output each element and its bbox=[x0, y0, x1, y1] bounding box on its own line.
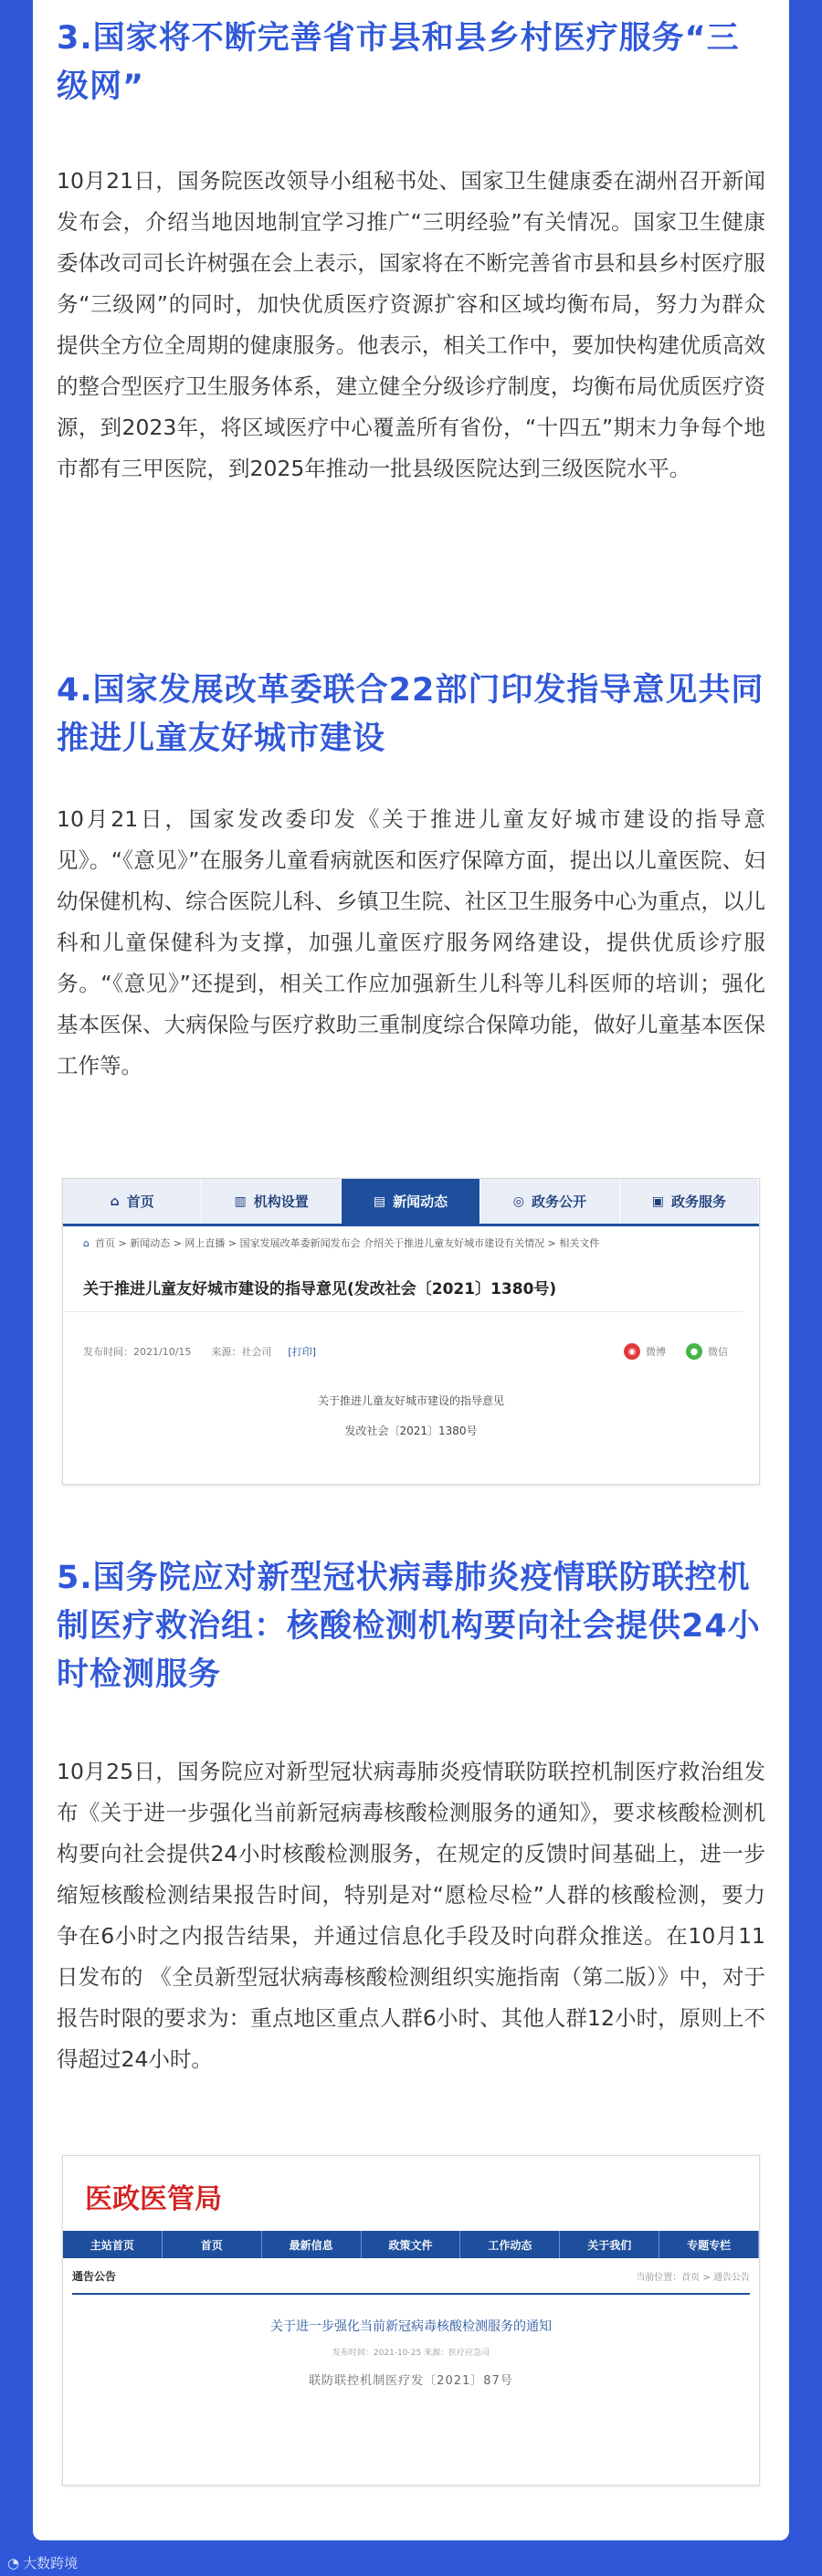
news-icon: ▤ bbox=[373, 1193, 386, 1209]
embedded-screenshot-ndrc bbox=[62, 1178, 760, 1485]
site-brand: 医政医管局 bbox=[85, 2183, 222, 2215]
site-nav bbox=[63, 1179, 759, 1226]
wechat-label[interactable]: 微信 bbox=[708, 1346, 728, 1358]
nav-tab-news[interactable]: ▤ 新闻动态 bbox=[342, 1179, 480, 1224]
nav-item[interactable]: 工作动态 bbox=[460, 2231, 560, 2258]
section-heading: 4.国家发展改革委联合22部门印发指导意见共同推进儿童友好城市建设 bbox=[57, 672, 764, 757]
nav-item[interactable]: 关于我们 bbox=[560, 2231, 659, 2258]
nav-item[interactable]: 最新信息 bbox=[262, 2231, 362, 2258]
nav-item[interactable]: 首页 bbox=[163, 2231, 262, 2258]
weibo-icon[interactable]: ◉ bbox=[624, 1343, 640, 1360]
breadcrumb: ⌂ 首页 > 新闻动态 > 网上直播 > 国家发展改革委新闻发布会 介绍关于推进儿童友好城市建设有关情况 > 相关文件 bbox=[83, 1237, 600, 1249]
section-4 bbox=[57, 667, 765, 763]
doc-number: 发改社会〔2021〕1380号 bbox=[344, 1425, 478, 1437]
section-3-body bbox=[57, 161, 765, 489]
notice-meta: 发布时间：2021-10-25 来源：医疗应急司 bbox=[332, 2349, 490, 2358]
share-bar bbox=[624, 1343, 728, 1360]
section-5-body bbox=[57, 1751, 765, 2080]
section-paragraph: 10月21日，国务院医改领导小组秘书处、国家卫生健康委在湖州召开新闻发布会，介绍当地因地制宜学习推广“三明经验”有关情况。国家卫生健康委体改司司长许树强在会上表示，国家将在不断完善省市县和县乡村医疗服务“三级网”的同时，加快优质医疗资源扩容和区域均衡布局，努力为群众提供全方位全周期的健康服务。他表示，相关工作中，要加快构建优质高效的整合型医疗卫生服务体系，建立健全分级诊疗制度，均衡布局优质医疗资源，到2023年，将区域医疗中心覆盖所有省份，“十四五”期末力争每个地市都有三甲医院，到2025年推动一批县级医院达到三级医院水平。 bbox=[57, 168, 765, 481]
home-icon: ⌂ bbox=[110, 1193, 120, 1209]
section-bar bbox=[72, 2258, 750, 2295]
section-4-body bbox=[57, 799, 765, 1087]
home-icon: ⌂ bbox=[83, 1237, 90, 1249]
section-5 bbox=[57, 1554, 765, 1699]
service-icon: ▣ bbox=[651, 1193, 664, 1209]
doc-source: 来源：社会司 bbox=[211, 1346, 272, 1358]
nav-tab-org[interactable]: ▥ 机构设置 bbox=[202, 1179, 341, 1224]
watermark-text: 大数跨境 bbox=[23, 2555, 79, 2571]
embedded-screenshot-nhc bbox=[62, 2155, 760, 2486]
section-3 bbox=[57, 15, 765, 111]
section-paragraph: 10月21日，国家发改委印发《关于推进儿童友好城市建设的指导意见》。“《意见》”在服务儿童看病就医和医疗保障方面，提出以儿童医院、妇幼保健机构、综合医院儿科、乡镇卫生院、社区卫生服务中心为重点，以儿科和儿童保健科为支撑，加强儿童医疗服务网络建设，提供优质诊疗服务。“《意见》”还提到，相关工作应加强新生儿科等儿科医师的培训；强化基本医保、大病保险与医疗救助三重制度综合保障功能，做好儿童基本医保工作等。 bbox=[57, 806, 765, 1078]
breadcrumb: 当前位置：首页 > 通告公告 bbox=[636, 2272, 750, 2283]
nav-item[interactable]: 主站首页 bbox=[63, 2231, 163, 2258]
nav-tab-service[interactable]: ▣ 政务服务 bbox=[620, 1179, 759, 1224]
section-heading: 3.国家将不断完善省市县和县乡村医疗服务“三级网” bbox=[57, 20, 740, 105]
watermark-logo-icon: ◔ bbox=[7, 2554, 20, 2571]
weibo-label[interactable]: 微博 bbox=[646, 1346, 666, 1358]
nav-item[interactable]: 政策文件 bbox=[362, 2231, 461, 2258]
nav-tab-home[interactable]: ⌂ 首页 bbox=[63, 1179, 202, 1224]
wechat-icon[interactable]: ● bbox=[686, 1343, 702, 1360]
watermark bbox=[7, 2553, 78, 2572]
notice-number: 联防联控机制医疗发〔2021〕87号 bbox=[309, 2374, 513, 2388]
section-label: 通告公告 bbox=[72, 2269, 117, 2283]
nav-tab-public[interactable]: ◎ 政务公开 bbox=[480, 1179, 619, 1224]
globe-icon: ◎ bbox=[512, 1193, 525, 1209]
doc-subtitle: 关于推进儿童友好城市建设的指导意见 bbox=[317, 1394, 504, 1407]
article-card bbox=[33, 0, 789, 2540]
notice-title: 关于进一步强化当前新冠病毒核酸检测服务的通知 bbox=[270, 2319, 552, 2334]
building-icon: ▥ bbox=[234, 1193, 247, 1209]
doc-title: 关于推进儿童友好城市建设的指导意见(发改社会〔2021〕1380号) bbox=[63, 1259, 743, 1312]
section-paragraph: 10月25日，国务院应对新型冠状病毒肺炎疫情联防联控机制医疗救治组发布《关于进一步强化当前新冠病毒核酸检测服务的通知》，要求核酸检测机构要向社会提供24小时核酸检测服务，在规定的反馈时间基础上，进一步缩短核酸检测结果报告时间，特别是对“愿检尽检”人群的核酸检测，要力争在6小时之内报告结果，并通过信息化手段及时向群众推送。在10月11日发布的 《全员新型冠状病毒核酸检测组织实施指南（第二版）》中，对于报告时限的要求为：重点地区重点人群6小时、其他人群12小时，原则上不得超过24小时。 bbox=[57, 1759, 765, 2072]
print-link[interactable]: [打印] bbox=[288, 1346, 316, 1358]
section-heading: 5.国务院应对新型冠状病毒肺炎疫情联防联控机制医疗救治组：核酸检测机构要向社会提供24小时检测服务 bbox=[57, 1560, 761, 1693]
doc-meta bbox=[63, 1312, 759, 1371]
publish-time: 发布时间：2021/10/15 bbox=[83, 1346, 192, 1358]
site-nav bbox=[63, 2231, 759, 2258]
nav-item[interactable]: 专题专栏 bbox=[659, 2231, 759, 2258]
